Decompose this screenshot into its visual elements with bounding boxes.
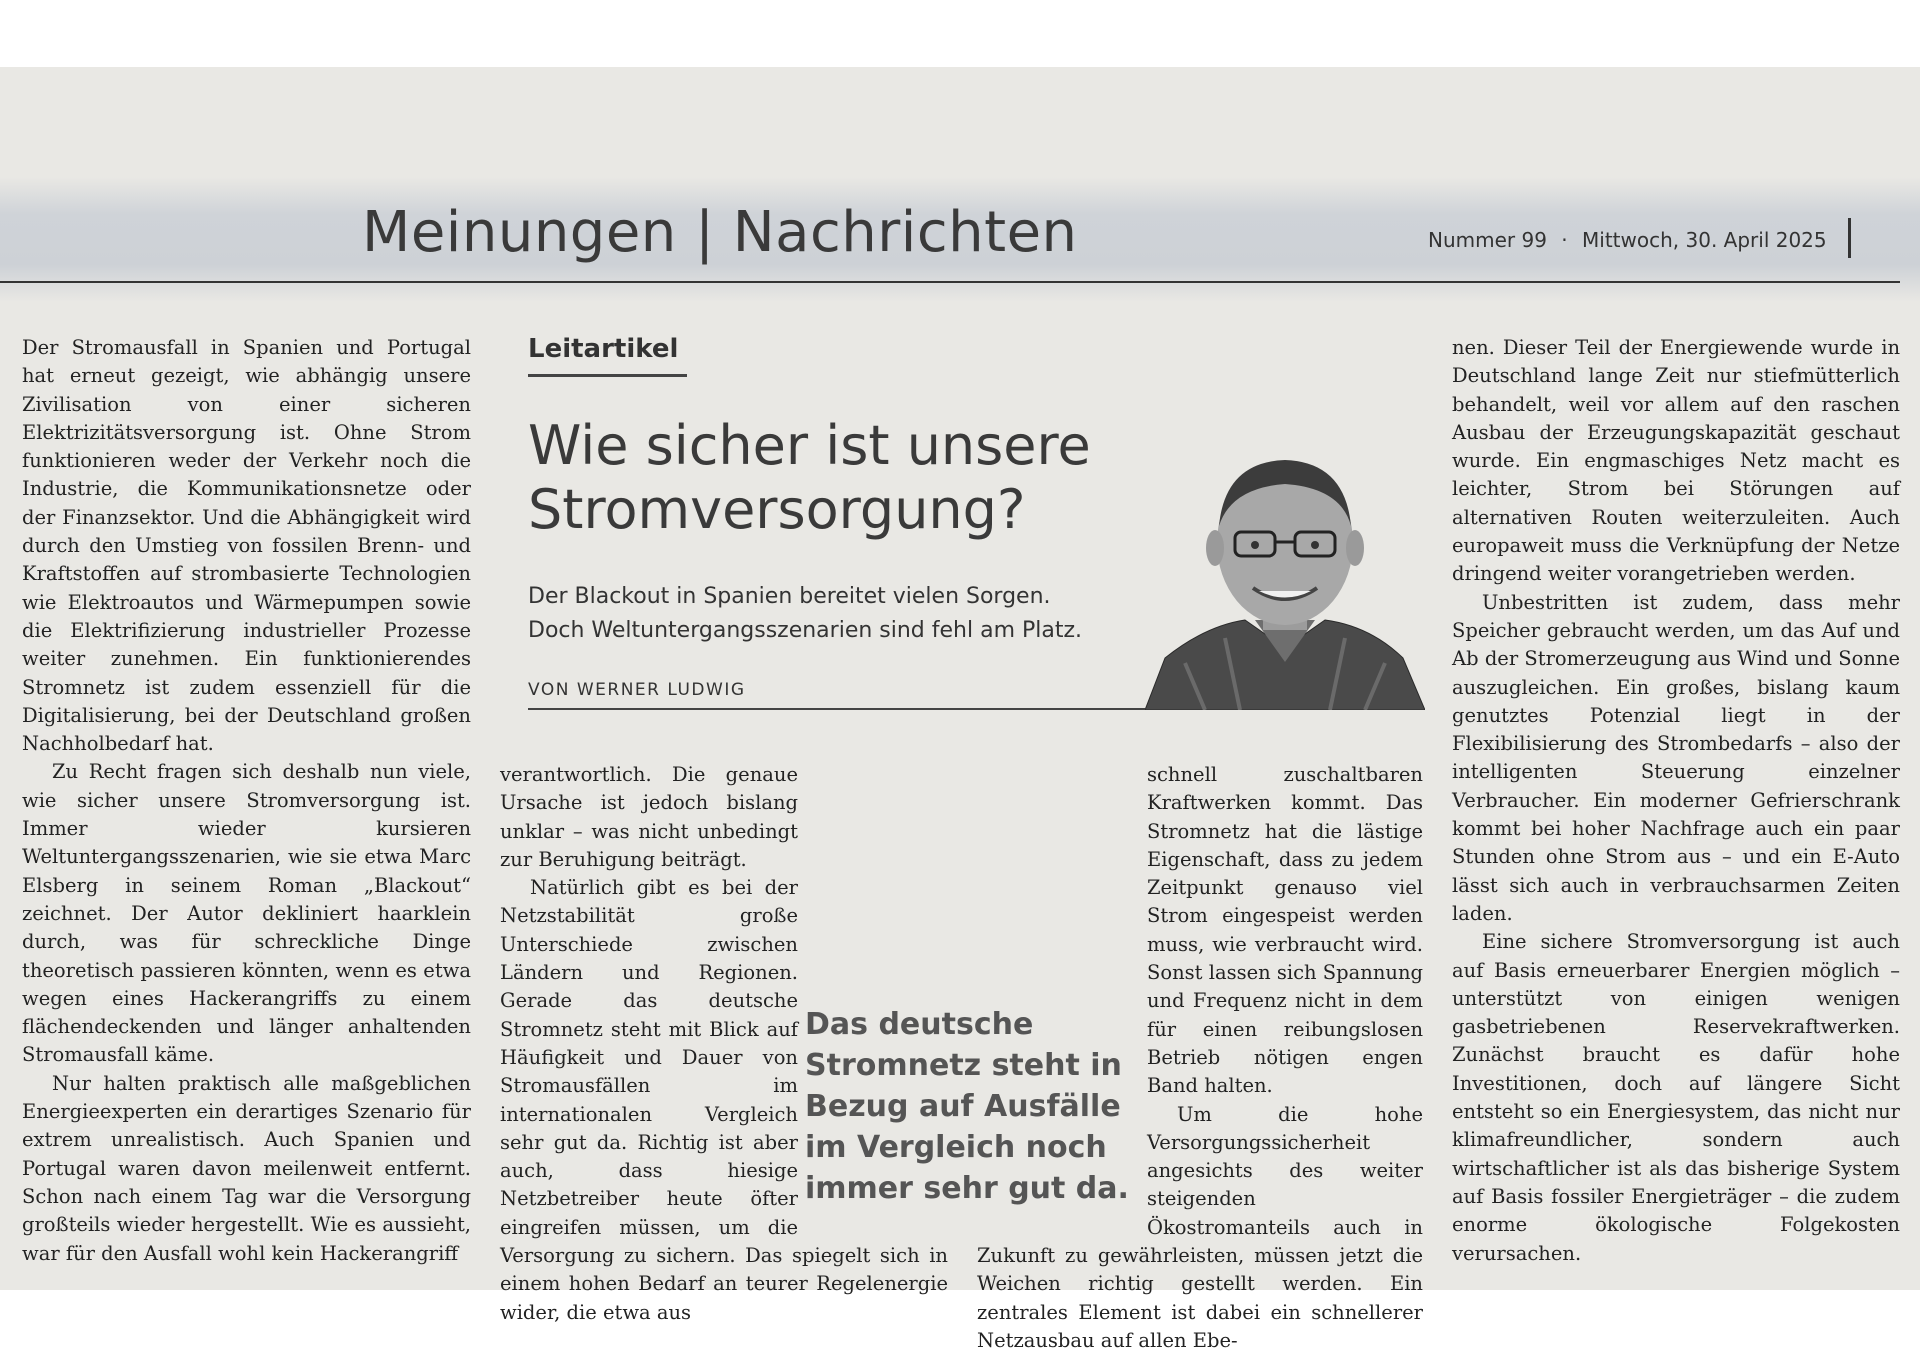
paragraph: Um die hohe Versorgungssicherheit angesichts des weiter steigenden Ökostromanteils auch in Zukunft zu gewährleisten, müssen jetzt die Weichen richtig gestellt werden. Ein zentrales Element ist dabei ein schnellerer Netzausbau auf allen Ebe- <box>977 1102 1423 1352</box>
headline <box>528 414 1128 542</box>
header-rule <box>0 281 1900 283</box>
header-bar <box>1848 218 1851 258</box>
paragraph: verantwortlich. Die genaue Ursache ist jedoch bislang unklar – was nicht unbedingt zur Beruhigung beiträgt. <box>500 763 798 871</box>
pull-quote: Das deutsche Stromnetz steht in Bezug auf Ausfälle im Vergleich noch immer sehr gut da. <box>805 1007 1129 1206</box>
issue-info <box>1428 228 1827 252</box>
issue-date: Mittwoch, 30. April 2025 <box>1582 228 1827 252</box>
author-portrait <box>1145 448 1425 710</box>
section-title: Meinungen | Nachrichten <box>362 200 1078 265</box>
article-column-1 <box>22 334 471 1268</box>
issue-number: Nummer 99 <box>1428 228 1547 252</box>
subheadline-line: Doch Weltuntergangsszenarien sind fehl am Platz. <box>528 618 1083 643</box>
subheadline-line: Der Blackout in Spanien bereitet vielen Sorgen. <box>528 584 1051 609</box>
subheadline <box>528 580 1148 648</box>
headline-line: Wie sicher ist unsere <box>528 414 1091 477</box>
kicker-underline <box>528 374 687 377</box>
paragraph: nen. Dieser Teil der Energiewende wurde in Deutschland lange Zeit nur stiefmütterlich behandelt, weil vor allem auf den raschen Ausbau der Erzeugungskapazität geschaut wurde. Ein engmaschiges Netz macht es leichter, Strom bei Störungen auf alternativen Routen weiterzuleiten. Auch europaweit muss die Verknüpfung der Netze dringend weiter vorangetrieben werden. <box>1452 336 1900 586</box>
meta-separator: · <box>1561 228 1568 252</box>
paragraph: Eine sichere Stromversorgung ist auch auf Basis erneuerbarer Energien möglich – unterstützt von einigen wenigen gasbetriebenen Reservekraftwerken. Zunächst braucht es dafür hohe Investitionen, doch auf längere Sicht entsteht so ein Energiesystem, das nicht nur klimafreundlicher, sondern auch wirtschaftlicher ist als das bisherige System auf Basis fossiler Energieträger – die zudem enorme ökologische Folgekosten verursachen. <box>1452 930 1900 1265</box>
byline: VON WERNER LUDWIG <box>528 680 746 700</box>
kicker: Leitartikel <box>528 334 679 364</box>
paragraph-text: Natürlich gibt es bei der Netzstabilität große Unterschiede zwischen Ländern und Regionen. Gerade das deutsche Stromnetz steht mit Blick auf Häufigkeit und Dauer von Stromausfällen im internationalen Vergleich sehr gut da. Richtig ist aber auch, dass hiesige Netzbetreiber heute öfter eingreifen müssen, um die Versorgung zu sichern. Das spiegelt sich in einem hohen Bedarf an teurer Regelenergie wider, die etwa aus <box>500 876 948 1324</box>
paragraph: schnell zuschaltbaren Kraftwerken kommt. Das Stromnetz hat die lästige Eigenschaft, dass zu jedem Zeitpunkt genauso viel Strom eingespeist werden muss, wie verbraucht wird. Sonst lassen sich Spannung und Frequenz nicht in dem für einen reibungslosen Betrieb nötigen engen Band halten. <box>1147 763 1423 1098</box>
paragraph: Unbestritten ist zudem, dass mehr Speicher gebraucht werden, um das Auf und Ab der Stromerzeugung aus Wind und Sonne auszugleichen. Ein großes, bislang kaum genutztes Potenzial liegt in der Flexibilisierung des Strombedarfs – also der intelligenten Steuerung einzelner Verbraucher. Ein moderner Gefrierschrank kommt bei hoher Nachfrage auch ein paar Stunden ohne Strom aus – und ein E-Auto lässt sich auch in verbrauchsarmen Zeiten laden. <box>1452 590 1900 925</box>
paragraph: Der Stromausfall in Spanien und Portugal hat erneut gezeigt, wie abhängig unsere Zivilisation von einer sicheren Elektrizitätsversorgung ist. Ohne Strom funktionieren weder der Verkehr noch die Industrie, die Kommunikationsnetze oder der Finanzsektor. Und die Abhängigkeit wird durch den Umstieg von fossilen Brenn- und Kraftstoffen auf strombasierte Technologien wie Elektroautos und Wärmepumpen sowie die Elektrifizierung industrieller Prozesse weiter zunehmen. Ein funktionierendes Stromnetz ist zudem essenziell für die Digitalisierung, bei der Deutschland großen Nachholbedarf hat. <box>22 336 471 756</box>
paragraph: Zu Recht fragen sich deshalb nun viele, wie sicher unsere Stromversorgung ist. Immer wieder kursieren Weltuntergangsszenarien, wie sie etwa Marc Elsberg in seinem Roman „Blackout“ zeichnet. Der Autor dekliniert haarklein durch, was für schreckliche Dinge theoretisch passieren könnten, wenn es etwa wegen eines Hackerangriffs zu einem flächendeckenden und länger anhaltenden Stromausfall käme. <box>22 760 471 1067</box>
article-column-4 <box>1452 334 1900 1268</box>
headline-line: Stromversorgung? <box>528 478 1026 541</box>
paragraph: Nur halten praktisch alle maßgeblichen Energieexperten ein derartiges Szenario für extrem unrealistisch. Auch Spanien und Portugal waren davon meilenweit entfernt. Schon nach einem Tag war die Versorgung großteils wieder hergestellt. Wie es aussieht, war für den Ausfall wohl kein Hackerangriff <box>22 1071 471 1265</box>
